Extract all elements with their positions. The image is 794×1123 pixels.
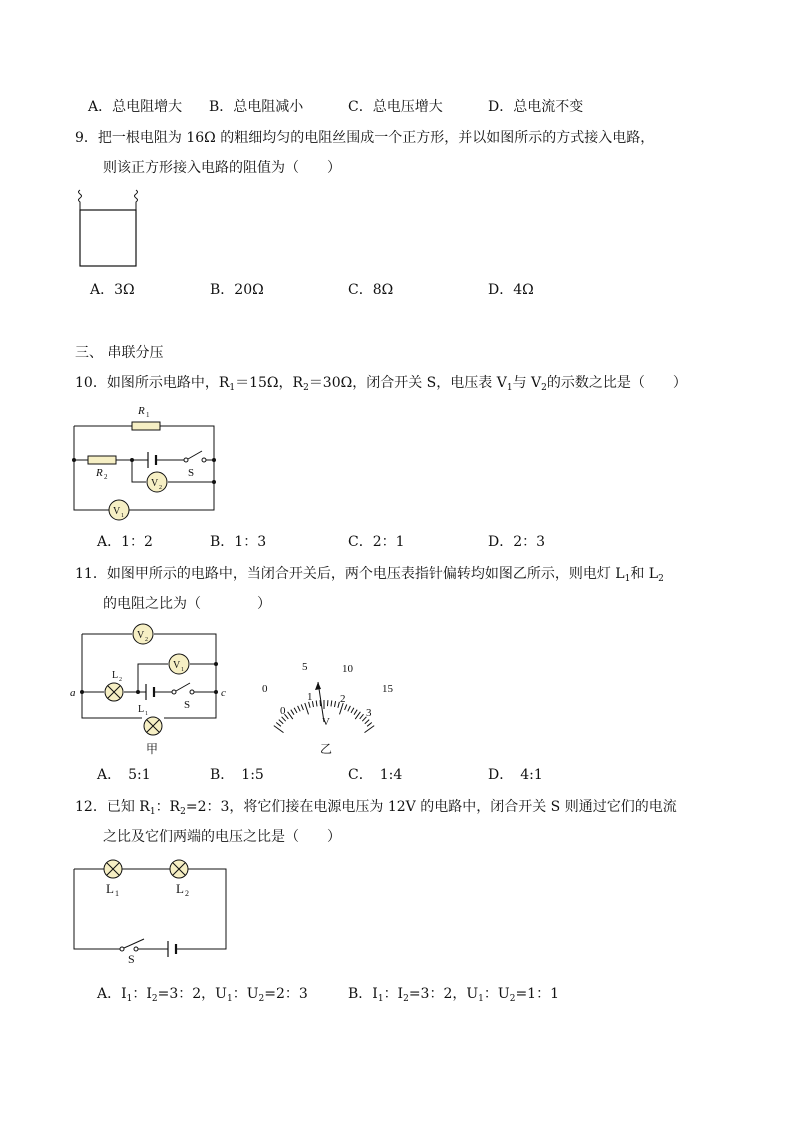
q9-option-a: A．3Ω <box>90 282 135 298</box>
meter-top-10: 10 <box>342 663 353 675</box>
svg-text:1: 1 <box>181 667 184 673</box>
dial-tick <box>282 717 286 721</box>
dial-tick <box>345 704 347 710</box>
q12-switch-label: S <box>128 952 135 966</box>
q9-stem-line2: 则该正方形接入电路的阻值为（ ） <box>103 160 341 176</box>
q11-option-b: B． 1:5 <box>210 767 264 783</box>
q11-option-d: D． 4:1 <box>488 767 543 783</box>
q9-square-figure <box>60 188 160 278</box>
meter-top-15: 15 <box>382 683 393 695</box>
meter-bottom-3: 3 <box>366 707 372 719</box>
q10-option-a: A．1：2 <box>97 534 153 550</box>
dial-tick <box>291 710 294 715</box>
q12-l2-label: L <box>176 881 184 896</box>
dial-tick <box>298 706 301 711</box>
dial-tick <box>351 708 354 713</box>
dial-tick <box>335 701 336 707</box>
q11-option-c: C． 1:4 <box>348 767 403 783</box>
dial-tick <box>305 703 309 714</box>
q8-option-c: C．总电压增大 <box>348 99 443 115</box>
q10-switch-label: S <box>188 467 195 479</box>
q12-stem-line1: 12．已知 $R_1$：$R_2=2$：3，将它们接在电源电压为 12V 的电路中，闭合开关 S 则通过它们的电流 <box>75 799 677 817</box>
q10-circuit-figure <box>66 398 236 523</box>
dial-tick <box>355 712 360 719</box>
q11-node-a: a <box>70 687 76 699</box>
q10-v1-label: V <box>113 506 121 517</box>
dial-tick <box>312 701 313 707</box>
q8-option-a: A．总电阻增大 <box>88 99 183 115</box>
meter-top-0: 0 <box>262 683 268 695</box>
q11-v2-label: V <box>137 630 145 641</box>
q11-caption-jia: 甲 <box>146 742 159 756</box>
dial-tick <box>279 720 283 724</box>
dial-tick <box>274 726 284 733</box>
q10-v2-label: V <box>151 478 159 489</box>
meter-bottom-0: 0 <box>280 705 286 717</box>
meter-top-5: 5 <box>302 661 308 673</box>
section-title: 三、 串联分压 <box>75 345 164 361</box>
q9-option-b: B．20Ω <box>210 282 264 298</box>
q12-option-b: B．$I_1$：$I_2=3$：2，$U_1$：$U_2=1$：1 <box>348 986 559 1004</box>
q11-node-c: c <box>221 687 226 699</box>
q11-stem-line2: 的电阻之比为（ ） <box>103 596 271 612</box>
dial-tick <box>367 723 372 727</box>
q11-circuit-figure-jia <box>68 622 243 757</box>
q10-stem: 10．如图所示电路中，$R_1=15\Omega$，$R_2=30\Omega$，闭合开关 S，电压表 $V_1$与 $V_2$的示数之比是（ ） <box>75 375 687 393</box>
q11-stem-line1: 11．如图甲所示的电路中，当闭合开关后，两个电压表指针偏转均如图乙所示，则电灯 $L_1$和 $L_2$ <box>75 566 664 584</box>
q12-option-a: A．$I_1$：$I_2=3$：2，$U_1$：$U_2=2$：3 <box>97 986 308 1004</box>
svg-text:2: 2 <box>185 889 189 898</box>
dial-tick <box>360 714 364 719</box>
q10-option-d: D．2：3 <box>488 534 546 550</box>
dial-tick <box>365 726 375 733</box>
svg-text:1: 1 <box>115 889 119 898</box>
svg-text:1: 1 <box>145 711 148 717</box>
q11-v1-label: V <box>173 660 181 671</box>
q9-option-c: C．8Ω <box>348 282 394 298</box>
q10-option-c: C．2：1 <box>348 534 405 550</box>
q12-circuit-figure <box>66 855 236 965</box>
meter-bottom-2: 2 <box>340 693 346 705</box>
q10-option-b: B．1：3 <box>210 534 267 550</box>
q11-l2-label: L <box>112 670 119 681</box>
meter-bottom-1: 1 <box>307 691 313 703</box>
dial-tick <box>354 710 357 715</box>
svg-text:2: 2 <box>104 473 108 481</box>
q10-r1-label: R <box>138 405 145 417</box>
q11-option-a: A． 5:1 <box>97 767 151 783</box>
dial-tick <box>365 720 369 724</box>
q11-switch-label: S <box>184 699 191 711</box>
dial-tick <box>294 708 297 713</box>
dial-tick <box>288 712 293 719</box>
q12-stem-line2: 之比及它们两端的电压之比是（ ） <box>103 829 341 845</box>
dial-tick <box>331 701 332 707</box>
svg-text:2: 2 <box>159 485 162 491</box>
svg-text:1: 1 <box>121 513 124 519</box>
dial-tick <box>276 723 281 727</box>
q11-l1-label: L <box>138 704 145 715</box>
dial-tick <box>348 706 351 711</box>
svg-text:2: 2 <box>145 637 148 643</box>
svg-text:2: 2 <box>119 677 122 683</box>
q11-caption-yi: 乙 <box>320 742 333 756</box>
dial-tick <box>316 701 317 707</box>
q9-stem-line1: 9．把一根电阻为 16Ω 的粗细均匀的电阻丝围成一个正方形，并以如图所示的方式接入电路， <box>75 130 655 146</box>
q11-voltmeter-dial-yi <box>258 652 408 762</box>
q8-option-d: D．总电流不变 <box>488 99 584 115</box>
dial-tick <box>301 704 303 710</box>
q8-option-b: B．总电阻减小 <box>209 99 304 115</box>
q12-l1-label: L <box>106 881 114 896</box>
q10-r2-label: R <box>96 467 103 479</box>
svg-text:1: 1 <box>146 411 150 419</box>
meter-unit: V <box>322 716 330 728</box>
q9-option-d: D．4Ω <box>488 282 534 298</box>
